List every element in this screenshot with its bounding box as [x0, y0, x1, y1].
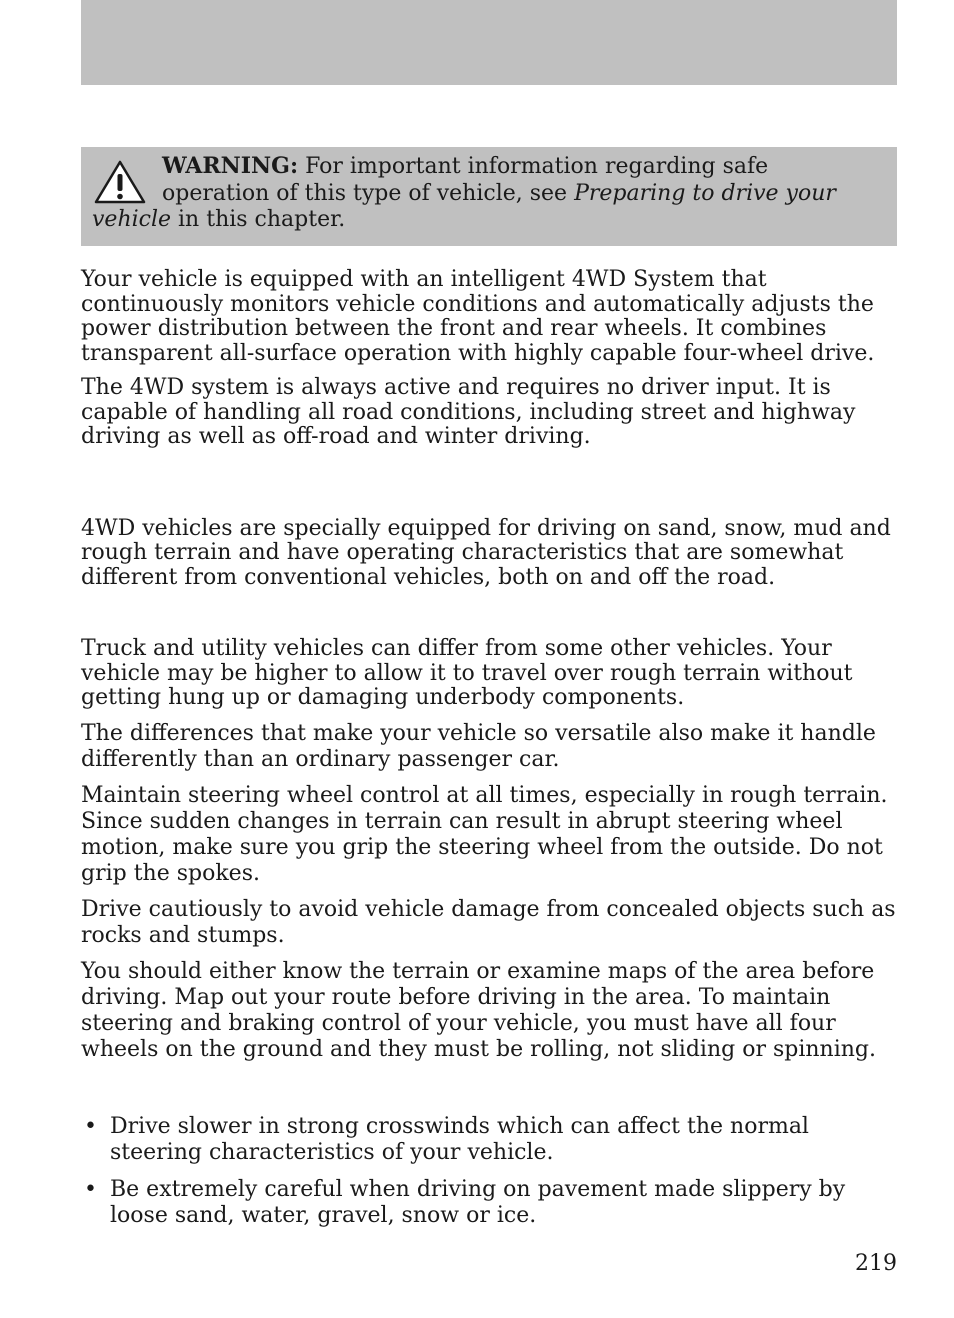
- warning-text-end: in this chapter.: [171, 207, 346, 232]
- header-bar: [81, 0, 897, 85]
- list-item-text: Be extremely careful when driving on pavement made slippery by loose sand, water, gravel, snow or ice.: [110, 1176, 846, 1228]
- paragraph-steering: Maintain steering wheel control at all times, especially in rough terrain. Since sudden changes in terrain can result in abrupt steering wheel motion, make sure you grip the steering wheel from the outside. Do not grip the spokes.: [81, 782, 888, 886]
- list-item: [81, 1177, 897, 1230]
- warning-box: [81, 147, 897, 246]
- paragraph-intro-2: The 4WD system is always active and requires no driver input. It is capable of handling all road conditions, including street and highway driving as well as off-road and winter driving.: [81, 375, 856, 449]
- bullet-icon: •: [84, 1176, 97, 1202]
- page-number: 219: [855, 1251, 897, 1276]
- paragraph-truck-1: Truck and utility vehicles can differ from some other vehicles. Your vehicle may be higher to allow it to travel over rough terrain without getting hung up or damaging underbody components.: [81, 636, 853, 710]
- bullet-list: [81, 1114, 897, 1230]
- paragraph-terrain: You should either know the terrain or examine maps of the area before driving. Map out your route before driving in the area. To maintain steering and braking control of your vehicle, you must have all four wheels on the ground and they must be rolling, not sliding or spinning.: [81, 958, 876, 1062]
- page-content: [81, 268, 897, 1240]
- paragraph-intro-1: Your vehicle is equipped with an intelligent 4WD System that continuously monitors vehicle conditions and automatically adjusts the power distribution between the front and rear wheels. It combines transparent all-surface operation with highly capable four-wheel drive.: [81, 267, 875, 366]
- paragraph-cautious: Drive cautiously to avoid vehicle damage from concealed objects such as rocks and stumps.: [81, 896, 896, 948]
- warning-reference: Preparing to drive your vehicle: [92, 180, 836, 232]
- paragraph-truck-2: The differences that make your vehicle so versatile also make it handle differently than an ordinary passenger car.: [81, 720, 876, 772]
- list-item: [81, 1114, 897, 1167]
- warning-triangle-icon: [92, 159, 148, 205]
- warning-text: For important information regarding safe operation of this type of vehicle, see: [162, 154, 769, 206]
- list-item-text: Drive slower in strong crosswinds which can affect the normal steering characteristics of your vehicle.: [110, 1113, 809, 1165]
- paragraph-equipped: 4WD vehicles are specially equipped for driving on sand, snow, mud and rough terrain and have operating characteristics that are somewhat different from conventional vehicles, both on and off the road.: [81, 515, 891, 590]
- bullet-icon: •: [84, 1113, 97, 1139]
- warning-label: WARNING:: [162, 153, 299, 179]
